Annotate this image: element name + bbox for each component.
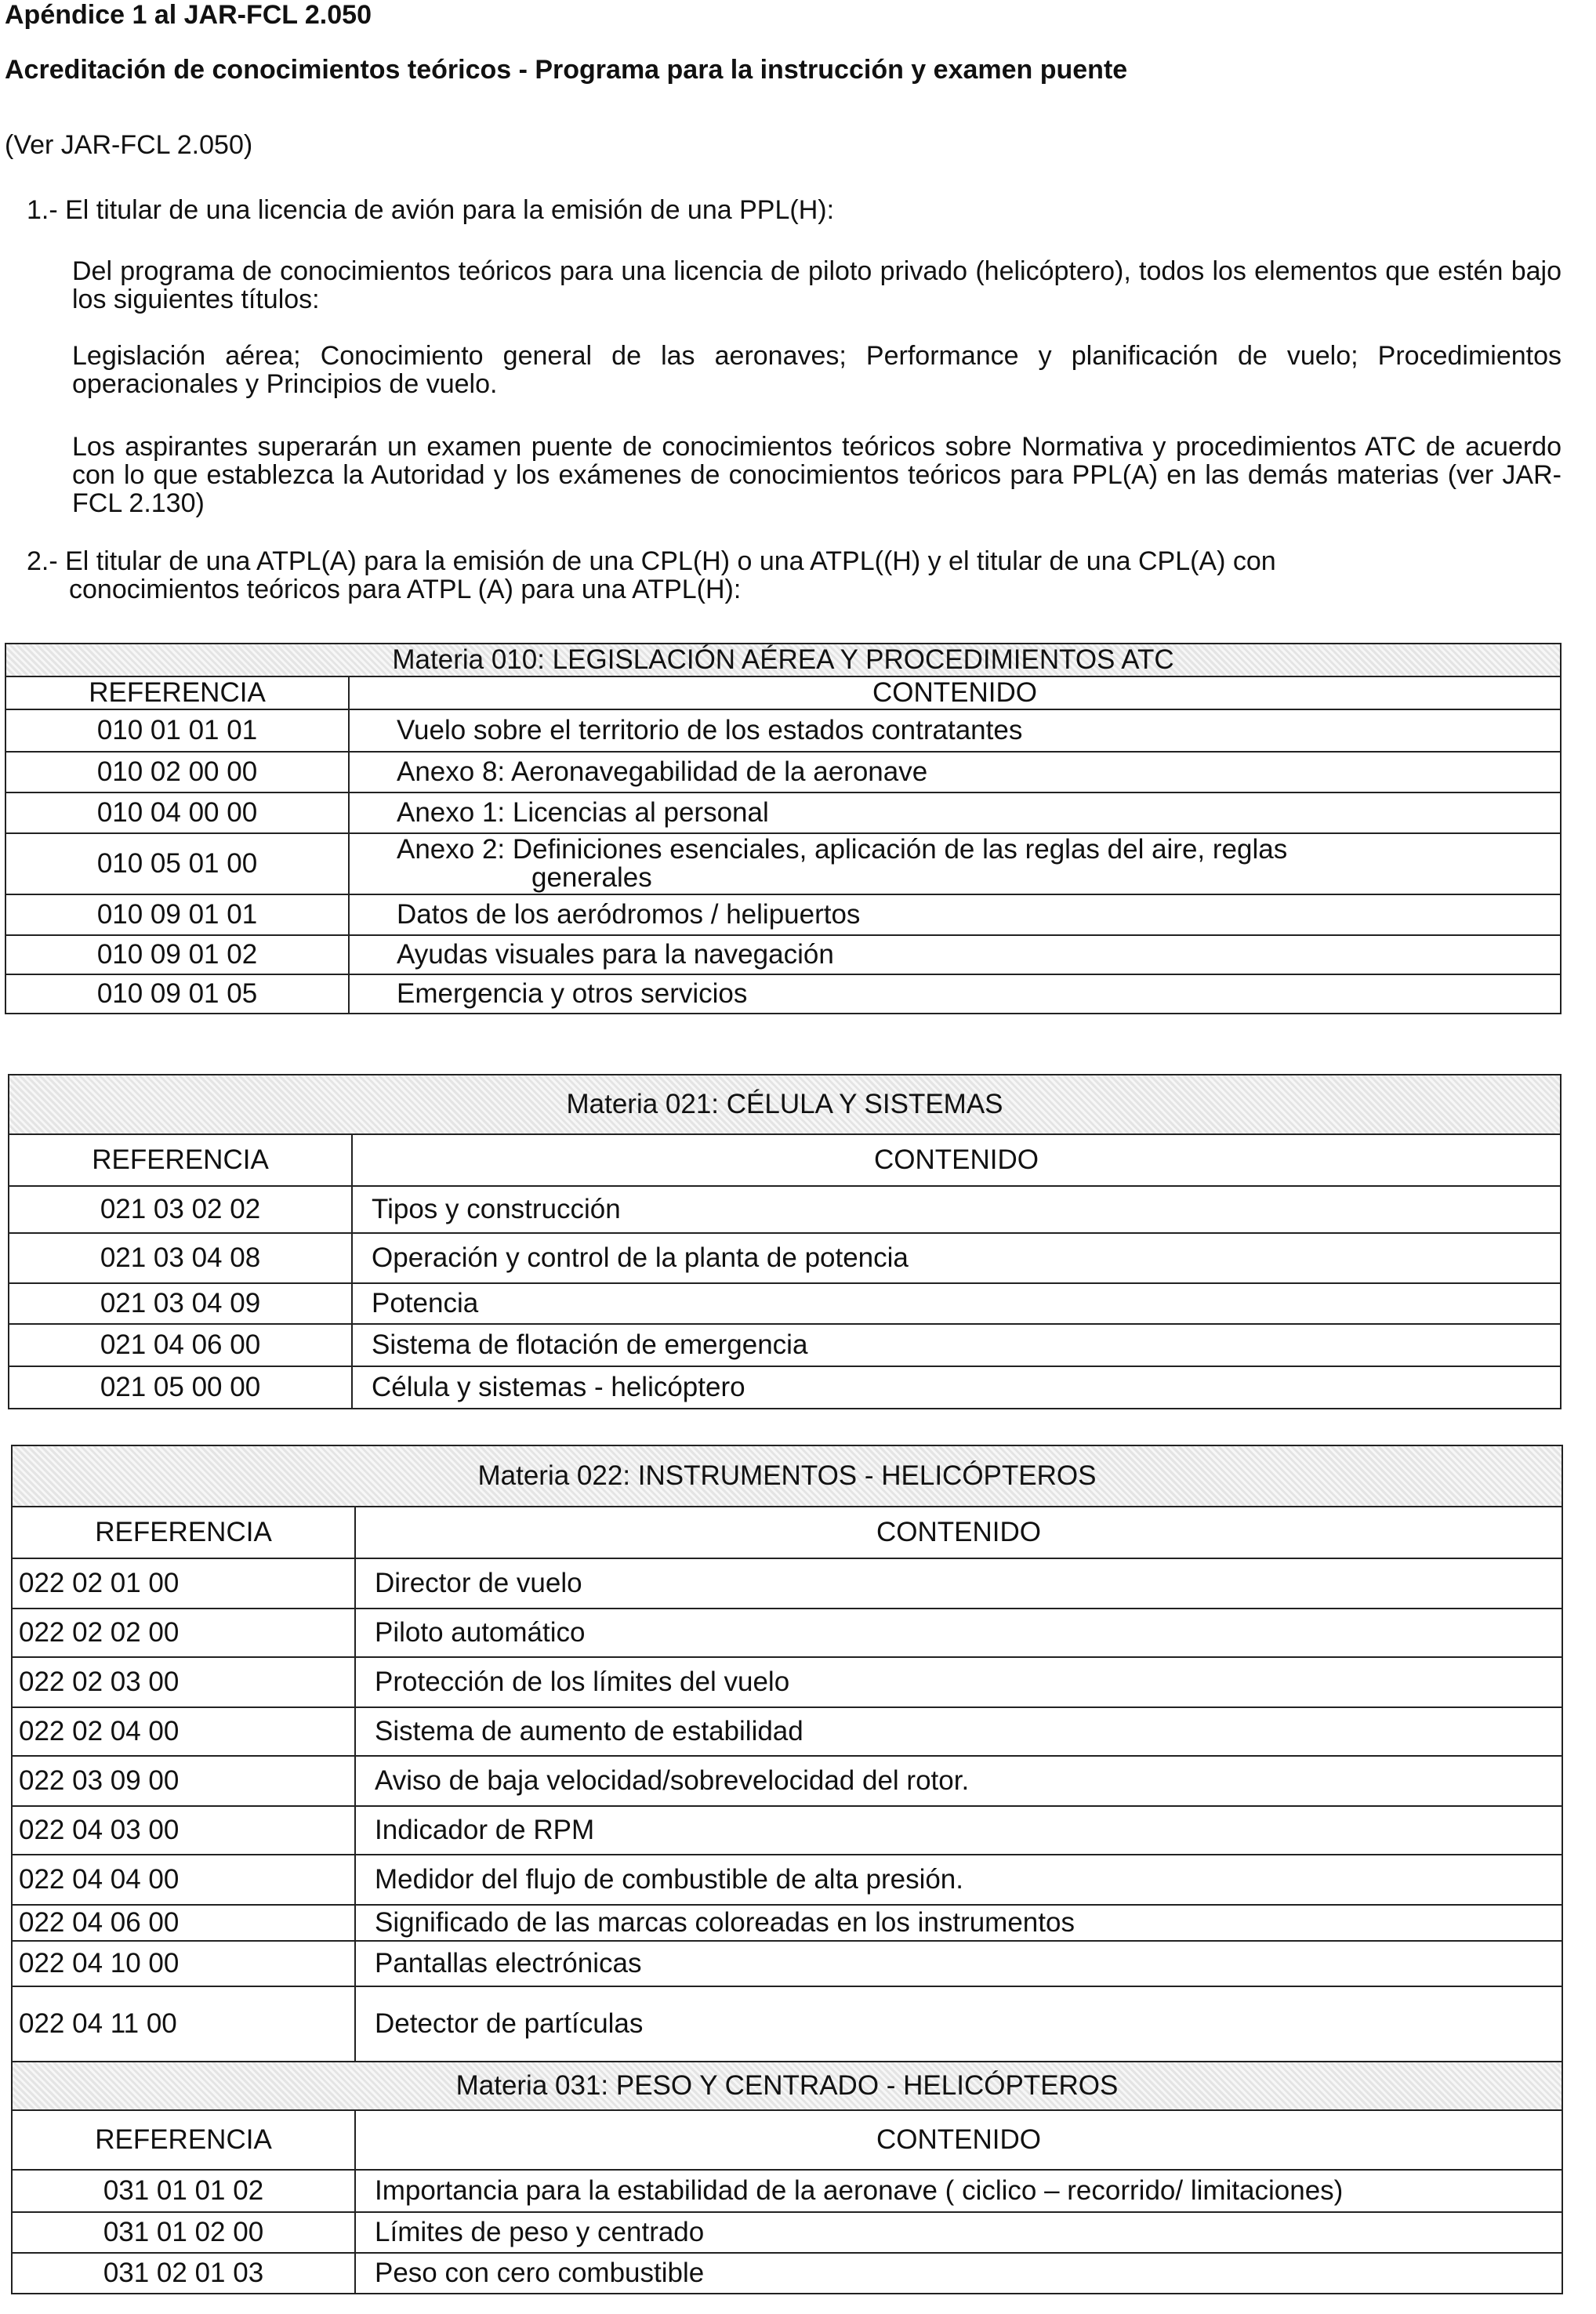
table-cell-content: [349, 833, 1561, 894]
item-1: 1.- El titular de una licencia de avión para la emisión de una PPL(H):: [27, 195, 835, 225]
table-cell-content: Tipos y construcción: [352, 1186, 1561, 1233]
item-2-line-2: conocimientos teóricos para ATPL (A) para una ATPL(H):: [69, 575, 742, 604]
column-header-ref: REFERENCIA: [12, 1507, 355, 1558]
table-cell-ref: 031 01 02 00: [12, 2212, 355, 2253]
table-cell-ref: 021 05 00 00: [9, 1366, 352, 1409]
table-cell-ref: 010 09 01 05: [5, 974, 349, 1014]
table-cell-ref: 010 04 00 00: [5, 792, 349, 833]
cell-line-2: generales: [531, 862, 652, 893]
table-cell-ref: 010 09 01 02: [5, 935, 349, 974]
document-title: Apéndice 1 al JAR-FCL 2.050: [5, 0, 372, 30]
table-cell-content: Detector de partículas: [355, 1986, 1562, 2062]
paragraph-2: Legislación aérea; Conocimiento general de las aeronaves; Performance y planificación de vuelo; Procedimientos operacionales y Principios de vuelo.: [72, 341, 1562, 399]
table-cell-content: Aviso de baja velocidad/sobrevelocidad del rotor.: [355, 1756, 1562, 1806]
table-cell-ref: 022 02 01 00: [12, 1558, 355, 1609]
table-cell-content: Operación y control de la planta de potencia: [352, 1233, 1561, 1283]
table-cell-content: Emergencia y otros servicios: [349, 974, 1561, 1014]
document-subtitle: Acreditación de conocimientos teóricos - Programa para la instrucción y examen puente: [5, 55, 1128, 85]
table-cell-ref: 031 01 01 02: [12, 2170, 355, 2212]
column-header-content: CONTENIDO: [352, 1134, 1561, 1186]
table-cell-content: Anexo 8: Aeronavegabilidad de la aeronave: [349, 752, 1561, 792]
table-title: Materia 021: CÉLULA Y SISTEMAS: [9, 1075, 1561, 1134]
table-cell-content: Datos de los aeródromos / helipuertos: [349, 894, 1561, 935]
table-cell-content: Piloto automático: [355, 1609, 1562, 1657]
table-cell-content: Sistema de aumento de estabilidad: [355, 1707, 1562, 1756]
table-cell-content: Protección de los límites del vuelo: [355, 1657, 1562, 1707]
table-cell-content: Límites de peso y centrado: [355, 2212, 1562, 2253]
column-header-ref: REFERENCIA: [5, 676, 349, 709]
column-header-ref: REFERENCIA: [12, 2110, 355, 2170]
column-header-content: CONTENIDO: [349, 676, 1561, 709]
table-cell-content: Célula y sistemas - helicóptero: [352, 1366, 1561, 1409]
reference-note: (Ver JAR-FCL 2.050): [5, 130, 253, 160]
column-header-content: CONTENIDO: [355, 2110, 1562, 2170]
table-cell-content: Director de vuelo: [355, 1558, 1562, 1609]
table-cell-ref: 031 02 01 03: [12, 2253, 355, 2294]
table-cell-content: Peso con cero combustible: [355, 2253, 1562, 2294]
table-cell-content: Medidor del flujo de combustible de alta presión.: [355, 1855, 1562, 1905]
item-2-line-1: 2.- El titular de una ATPL(A) para la emisión de una CPL(H) o una ATPL((H) y el titular de una CPL(A) con: [27, 546, 1276, 576]
table-cell-ref: 021 03 04 08: [9, 1233, 352, 1283]
column-header-content: CONTENIDO: [355, 1507, 1562, 1558]
table-cell-ref: 022 02 03 00: [12, 1657, 355, 1707]
item-2: [27, 547, 1562, 604]
table-cell-ref: 022 03 09 00: [12, 1756, 355, 1806]
table-materia-022: [11, 1445, 1563, 2294]
table-cell-ref: 010 05 01 00: [5, 833, 349, 894]
table-cell-ref: 022 02 04 00: [12, 1707, 355, 1756]
table-cell-ref: 022 04 04 00: [12, 1855, 355, 1905]
table-cell-ref: 022 04 10 00: [12, 1941, 355, 1986]
table-cell-content: Indicador de RPM: [355, 1806, 1562, 1855]
table-cell-ref: 022 04 06 00: [12, 1905, 355, 1941]
table-cell-ref: 021 03 02 02: [9, 1186, 352, 1233]
table-cell-ref: 010 01 01 01: [5, 709, 349, 752]
table-cell-ref: 022 04 11 00: [12, 1986, 355, 2062]
table-cell-content: Significado de las marcas coloreadas en los instrumentos: [355, 1905, 1562, 1941]
table-cell-ref: 021 03 04 09: [9, 1283, 352, 1324]
paragraph-3: Los aspirantes superarán un examen puente de conocimientos teóricos sobre Normativa y procedimientos ATC de acuerdo con lo que establezca la Autoridad y los exámenes de conocimientos teóricos para PPL(A) en las demás materias (ver JAR-FCL 2.130): [72, 432, 1562, 518]
table-title: Materia 010: LEGISLACIÓN AÉREA Y PROCEDIMIENTOS ATC: [5, 644, 1561, 676]
table-cell-ref: 021 04 06 00: [9, 1324, 352, 1366]
cell-line-1: Anexo 2: Definiciones esenciales, aplicación de las reglas del aire, reglas: [397, 834, 1288, 865]
table-cell-ref: 022 04 03 00: [12, 1806, 355, 1855]
paragraph-1: Del programa de conocimientos teóricos para una licencia de piloto privado (helicóptero), todos los elementos que estén bajo los siguientes títulos:: [72, 256, 1562, 314]
table-cell-content: Ayudas visuales para la navegación: [349, 935, 1561, 974]
table-cell-content: Sistema de flotación de emergencia: [352, 1324, 1561, 1366]
table-materia-010: [5, 643, 1562, 1014]
table-cell-content: Potencia: [352, 1283, 1561, 1324]
table-cell-ref: 022 02 02 00: [12, 1609, 355, 1657]
table-cell-content: Pantallas electrónicas: [355, 1941, 1562, 1986]
table-title: Materia 022: INSTRUMENTOS - HELICÓPTEROS: [12, 1445, 1562, 1507]
column-header-ref: REFERENCIA: [9, 1134, 352, 1186]
table-cell-content: Anexo 1: Licencias al personal: [349, 792, 1561, 833]
table-cell-ref: 010 02 00 00: [5, 752, 349, 792]
table-cell-content: Importancia para la estabilidad de la aeronave ( ciclico – recorrido/ limitaciones): [355, 2170, 1562, 2212]
table-cell-ref: 010 09 01 01: [5, 894, 349, 935]
table-materia-021: [8, 1074, 1562, 1409]
table-title-031: Materia 031: PESO Y CENTRADO - HELICÓPTEROS: [12, 2062, 1562, 2110]
table-cell-content: Vuelo sobre el territorio de los estados contratantes: [349, 709, 1561, 752]
